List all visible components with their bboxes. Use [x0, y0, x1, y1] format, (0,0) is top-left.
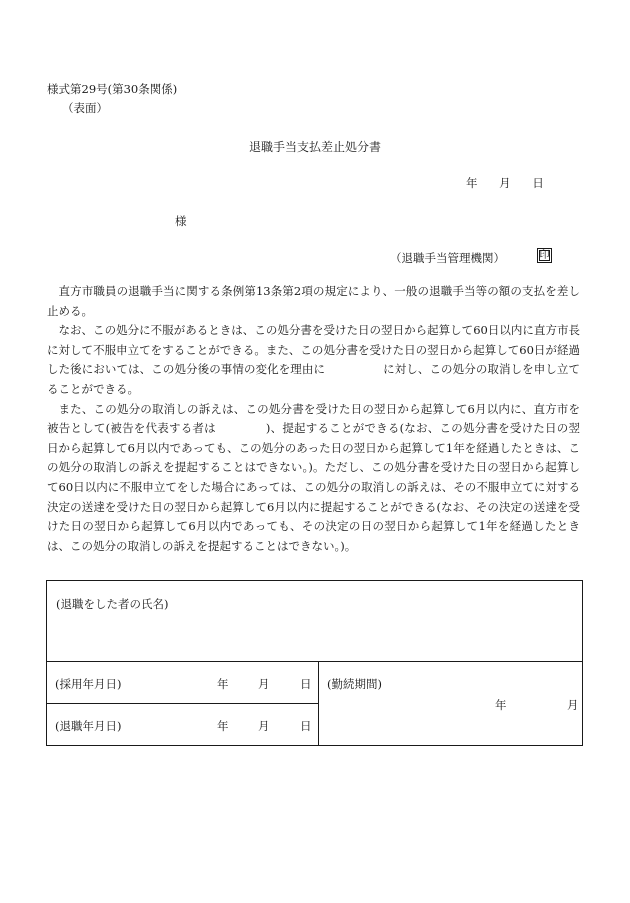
- month-label: 月: [499, 176, 511, 190]
- addressee-suffix: 様: [175, 214, 187, 228]
- name-label: (退職をした者の氏名): [56, 597, 169, 611]
- service-period-label: (勤続期間): [327, 677, 382, 691]
- face-label: （表面）: [62, 101, 108, 115]
- issue-date: [466, 175, 544, 191]
- retire-date-label: (退職年月日): [55, 719, 122, 733]
- year-label: 年: [466, 176, 478, 190]
- hire-date-label: (採用年月日): [55, 677, 122, 691]
- hire-date-cell: (採用年月日) 年 月 日: [47, 662, 319, 704]
- retire-date-cell: (退職年月日) 年 月 日: [47, 704, 319, 746]
- document-title: 退職手当支払差止処分書: [248, 140, 381, 154]
- paragraph-2: なお、この処分に不服があるときは、この処分書を受けた日の翌日から起算して60日以内に直方市長に対して不服申立てをすることができる。また、この処分書を受けた日の翌日から起算して60日が経過した後においては、この処分後の事情の変化を理由に に対し、この処分の取消しを申し立てることができる。: [47, 323, 580, 396]
- form-number: 様式第29号(第30条関係): [47, 82, 178, 96]
- body-text: [47, 282, 580, 556]
- service-period-cell: (勤続期間) 年 月: [319, 662, 583, 746]
- authority-label: （退職手当管理機関）: [390, 251, 505, 265]
- day-label: 日: [532, 176, 544, 190]
- paragraph-1: 直方市職員の退職手当に関する条例第13条第2項の規定により、一般の退職手当等の額の支払を差し止める。: [47, 284, 580, 318]
- name-cell: [47, 581, 583, 662]
- retiree-info-table: [46, 580, 583, 746]
- paragraph-3: また、この処分の取消しの訴えは、この処分書を受けた日の翌日から起算して6月以内に、直方市を被告として(被告を代表する者は )、提起することができる(なお、この処分書を受けた日の翌日から起算して6月以内であっても、この処分のあった日の翌日から起算して1年を経過したときは、この処分の取消しの訴えを提起することはできない。)。ただし、この処分書を受けた日の翌日から起算して60日以内に不服申立てをした場合にあっては、この処分の取消しの訴えは、その不服申立てに対する決定の送達を受けた日の翌日から起算して6月以内に提起することができる(なお、その決定の送達を受けた日の翌日から起算して6月以内であっても、その決定の日の翌日から起算して1年を経過したときは、この処分の取消しの訴えを提起することはできない。)。: [47, 401, 580, 553]
- seal-mark: 印: [537, 248, 552, 263]
